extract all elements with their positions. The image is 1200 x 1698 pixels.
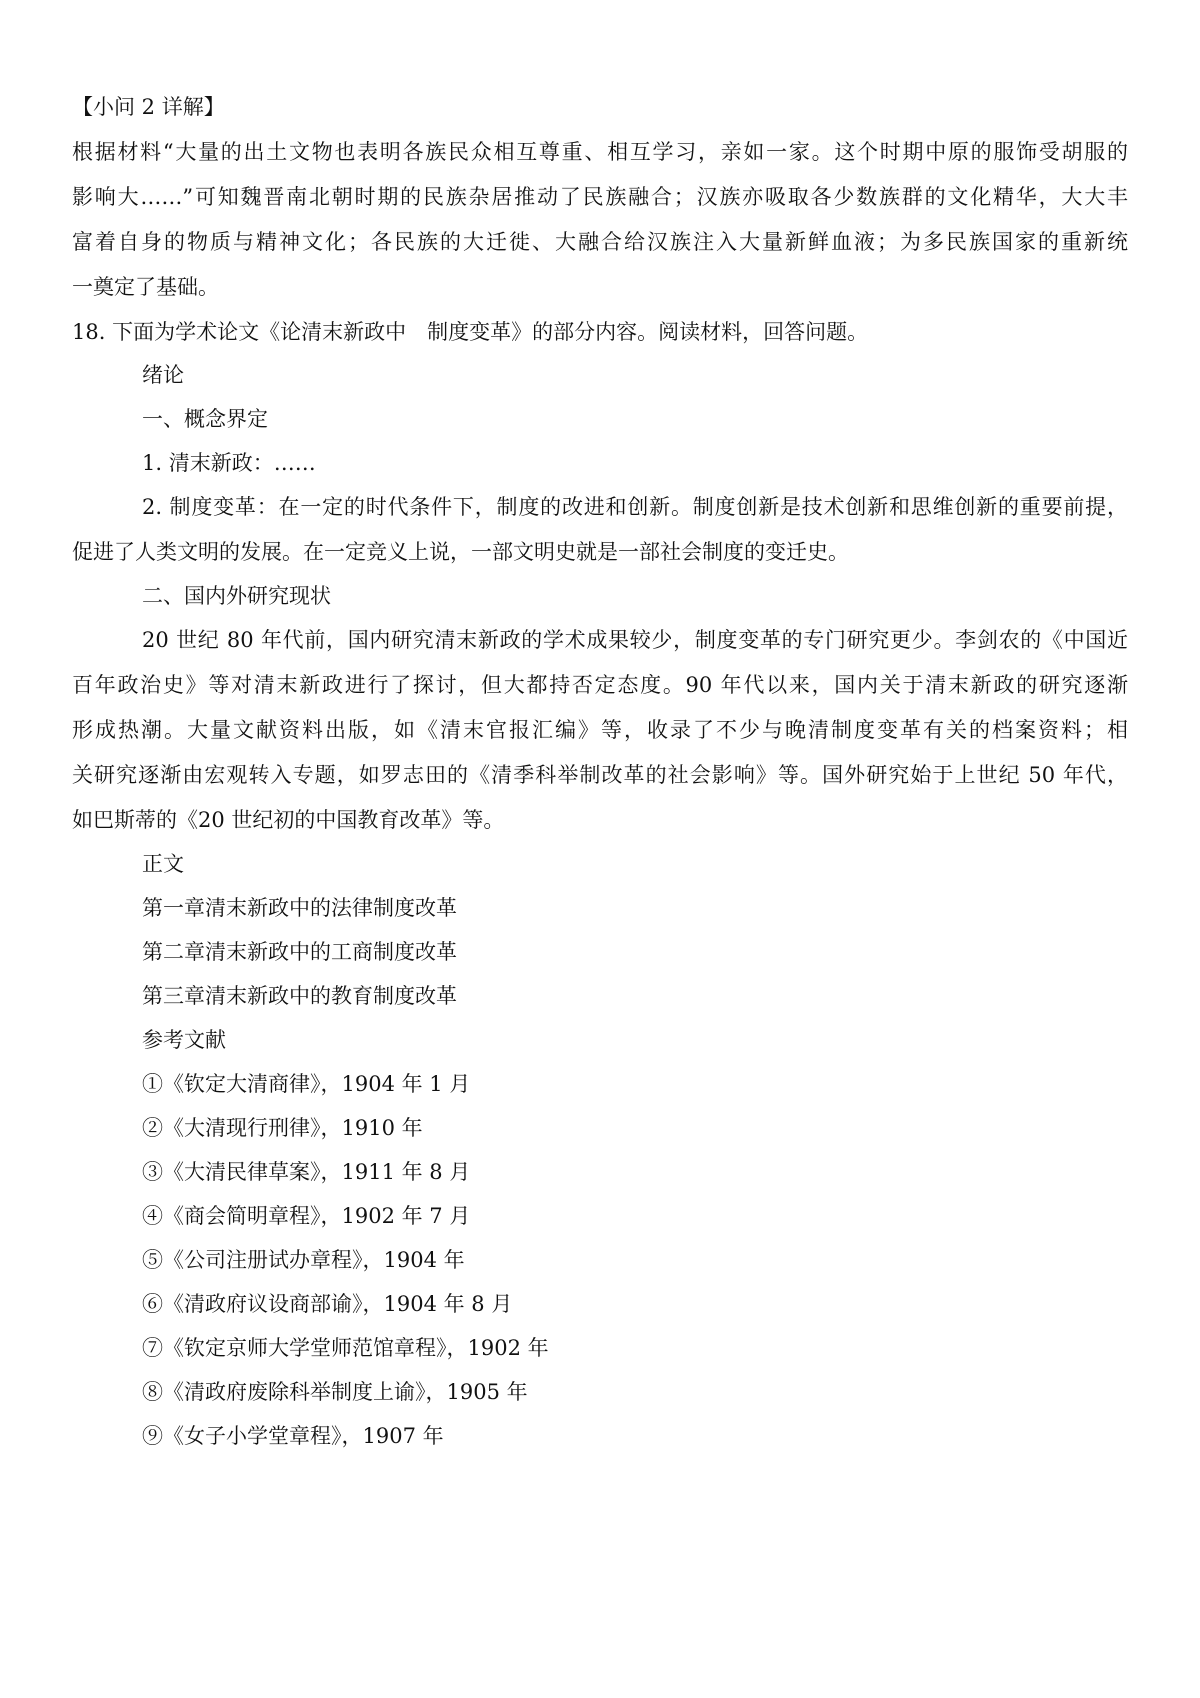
section-heading: 【小问 2 详解】 [72, 95, 225, 119]
references-heading: 参考文献 [142, 1028, 226, 1052]
answer-line-3: 富着自身的物质与精神文化；各民族的大迁徙、大融合给汉族注入大量新鲜血液；为多民族国家的重新统 [72, 230, 1128, 254]
chapter-3: 第三章清末新政中的教育制度改革 [142, 984, 457, 1008]
reference-1: ①《钦定大清商律》，1904 年 1 月 [142, 1072, 471, 1096]
answer-line-1: 根据材料“大量的出土文物也表明各族民众相互尊重、相互学习，亲如一家。这个时期中原的服饰受胡服的 [72, 140, 1128, 164]
reference-4: ④《商会简明章程》，1902 年 7 月 [142, 1204, 471, 1228]
intro-heading: 绪论 [142, 363, 184, 387]
research-line-1: 20 世纪 80 年代前，国内研究清末新政的学术成果较少，制度变革的专门研究更少。李剑农的《中国近 [142, 628, 1128, 652]
answer-line-2: 影响大……”可知魏晋南北朝时期的民族杂居推动了民族融合；汉族亦吸取各少数族群的文化精华，大大丰 [72, 185, 1128, 209]
reference-5: ⑤《公司注册试办章程》，1904 年 [142, 1248, 465, 1272]
reference-8: ⑧《清政府废除科举制度上谕》，1905 年 [142, 1380, 528, 1404]
research-line-3: 形成热潮。大量文献资料出版，如《清末官报汇编》等，收录了不少与晚清制度变革有关的档案资料；相 [72, 718, 1128, 742]
research-heading: 二、国内外研究现状 [142, 584, 331, 608]
concept-item-2-line-1: 2. 制度变革：在一定的时代条件下，制度的改进和创新。制度创新是技术创新和思维创新的重要前提， [142, 495, 1128, 519]
reference-2: ②《大清现行刑律》，1910 年 [142, 1116, 423, 1140]
research-line-5: 如巴斯蒂的《20 世纪初的中国教育改革》等。 [72, 808, 505, 832]
research-line-2: 百年政治史》等对清末新政进行了探讨，但大都持否定态度。90 年代以来，国内关于清末新政的研究逐渐 [72, 673, 1128, 697]
reference-7: ⑦《钦定京师大学堂师范馆章程》，1902 年 [142, 1336, 549, 1360]
concept-item-1: 1. 清末新政：…… [142, 451, 316, 475]
reference-6: ⑥《清政府议设商部谕》，1904 年 8 月 [142, 1292, 513, 1316]
concept-heading: 一、概念界定 [142, 407, 268, 431]
question-stem: 18. 下面为学术论文《论清末新政中 制度变革》的部分内容。阅读材料，回答问题。 [72, 320, 869, 344]
reference-9: ⑨《女子小学堂章程》，1907 年 [142, 1424, 444, 1448]
chapter-2: 第二章清末新政中的工商制度改革 [142, 940, 457, 964]
research-line-4: 关研究逐渐由宏观转入专题，如罗志田的《清季科举制改革的社会影响》等。国外研究始于上世纪 50 年代， [72, 763, 1128, 787]
reference-3: ③《大清民律草案》，1911 年 8 月 [142, 1160, 471, 1184]
concept-item-2-line-2: 促进了人类文明的发展。在一定竞义上说，一部文明史就是一部社会制度的变迁史。 [72, 540, 849, 564]
body-heading: 正文 [142, 852, 184, 876]
chapter-1: 第一章清末新政中的法律制度改革 [142, 896, 457, 920]
answer-line-4: 一奠定了基础。 [72, 275, 219, 299]
